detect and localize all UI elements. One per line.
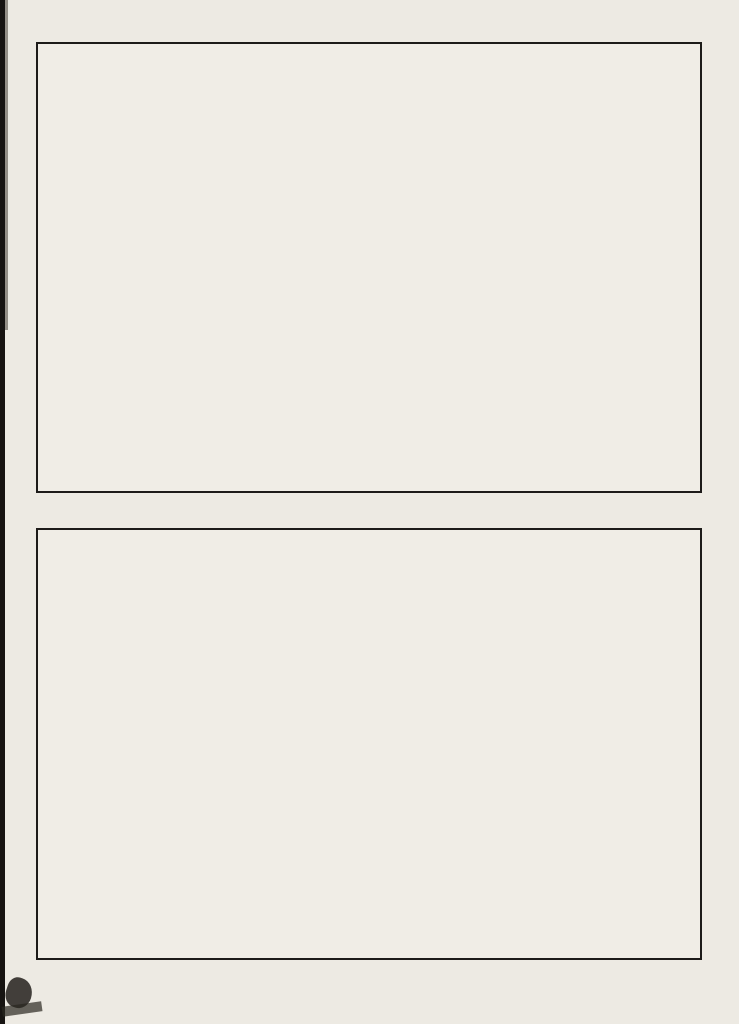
scan-artifact-left-shadow (5, 0, 8, 330)
roster-table-upper (36, 42, 702, 493)
roster-table-lower (36, 528, 702, 960)
